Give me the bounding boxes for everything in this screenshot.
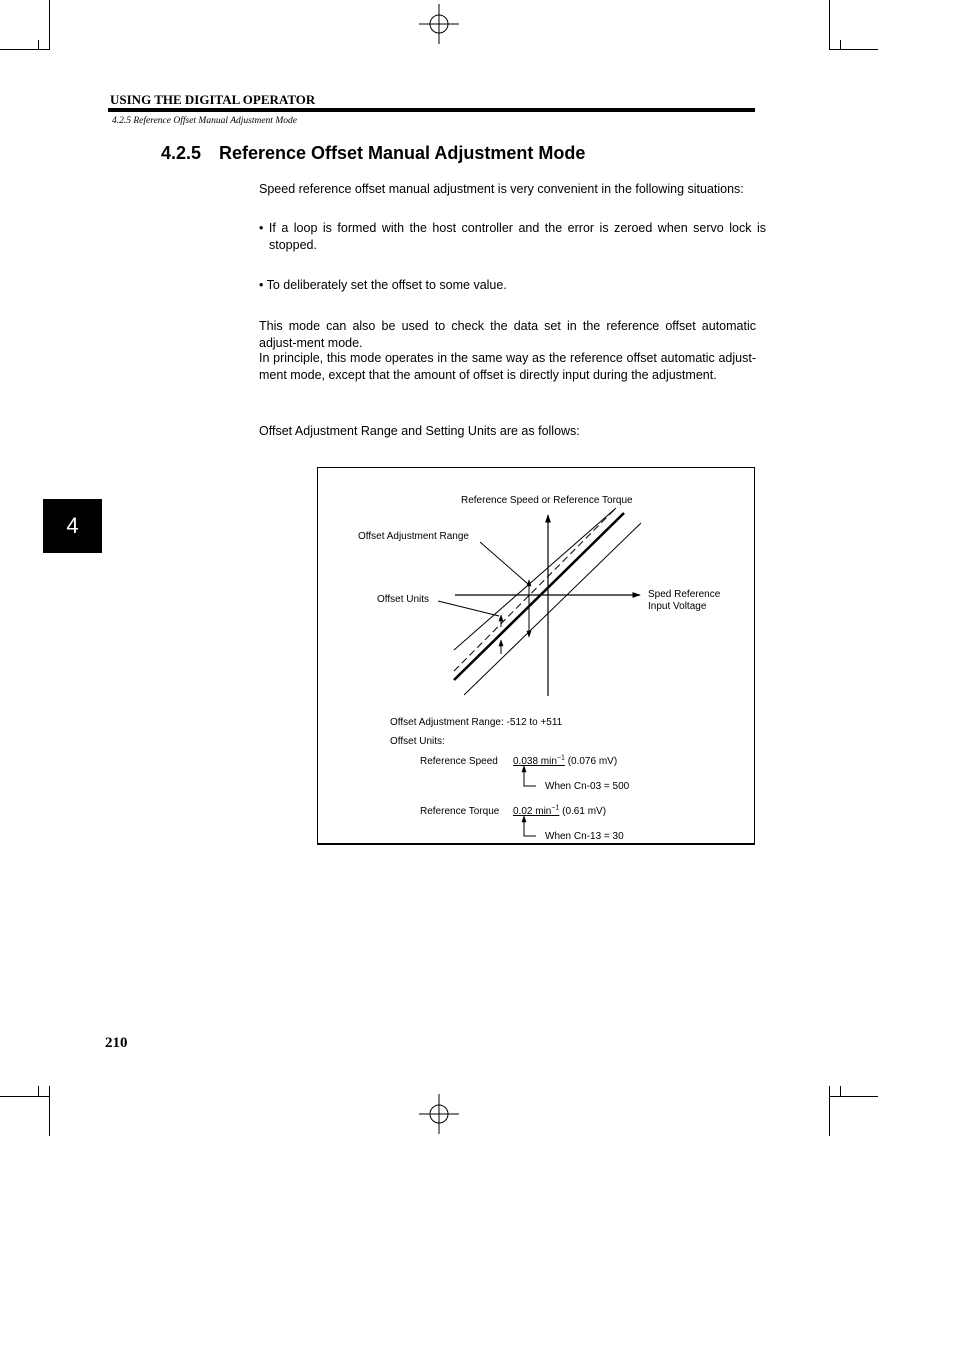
units-leader (438, 601, 499, 616)
crop-mark (0, 49, 50, 50)
speed-condition: When Cn-03 = 500 (545, 781, 630, 792)
body-paragraph: This mode can also be used to check the data set in the reference offset automatic adjust-ment mode. (259, 319, 756, 350)
crop-mark (38, 40, 39, 50)
figure-intro: Offset Adjustment Range and Setting Units are as follows: (259, 424, 580, 438)
offset-figure (317, 467, 755, 845)
crop-mark (829, 1096, 878, 1097)
torque-value (513, 806, 559, 817)
speed-exponent: −1 (556, 754, 565, 762)
bullet-item: • To deliberately set the offset to some value. (259, 278, 507, 292)
speed-value-text: 0.038 min (513, 756, 557, 767)
lower-limit-line (464, 523, 641, 695)
range-label: Offset Adjustment Range (358, 531, 469, 542)
range-leader (480, 542, 528, 584)
offset-diagram (318, 468, 754, 843)
units-heading: Offset Units: (390, 736, 445, 747)
bullet-item: • If a loop is formed with the host controller and the error is zeroed when servo lock is stopped. (259, 221, 766, 252)
range-text: Offset Adjustment Range: -512 to +511 (390, 717, 563, 728)
upper-limit-line (454, 508, 616, 650)
torque-value-text: 0.02 min (513, 806, 552, 817)
running-head: USING THE DIGITAL OPERATOR (110, 92, 316, 107)
page-number: 210 (105, 1035, 128, 1051)
speed-note-leader (524, 784, 536, 786)
crop-mark (38, 1086, 39, 1096)
body-paragraph: In principle, this mode operates in the same way as the reference offset automatic adjust-ment mode, except that the amount of offset is directly input during the adjustment. (259, 351, 756, 382)
crop-mark (840, 1086, 841, 1096)
torque-condition: When Cn-13 = 30 (545, 831, 624, 842)
intro-paragraph: Speed reference offset manual adjustment is very convenient in the following situations: (259, 182, 744, 196)
torque-mv: (0.61 mV) (562, 806, 607, 817)
speed-value-line (513, 756, 617, 768)
speed-label: Reference Speed (420, 756, 498, 767)
x-axis-label (648, 589, 720, 613)
crop-mark (829, 0, 830, 50)
y-axis-label: Reference Speed or Reference Torque (461, 495, 633, 506)
offset-dashed-line (454, 508, 616, 671)
torque-exponent: −1 (551, 804, 560, 812)
section-title-text: Reference Offset Manual Adjustment Mode (219, 143, 586, 163)
torque-note-leader (524, 834, 536, 836)
x-axis-label-line: Input Voltage (648, 601, 707, 612)
crop-mark (0, 1096, 50, 1097)
header-rule (108, 108, 755, 112)
torque-label: Reference Torque (420, 806, 500, 817)
speed-value (513, 756, 565, 767)
units-label: Offset Units (377, 594, 430, 605)
section-title (161, 143, 585, 164)
registration-mark-top (419, 4, 459, 44)
registration-mark-bottom (419, 1094, 459, 1134)
section-number: 4.2.5 (161, 143, 202, 163)
speed-mv: (0.076 mV) (567, 756, 618, 767)
torque-value-line (513, 806, 606, 818)
crop-mark (829, 1086, 830, 1136)
crop-mark (49, 0, 50, 50)
chapter-tab: 4 (43, 499, 102, 553)
reference-line (454, 513, 624, 680)
crop-mark (840, 40, 841, 50)
crop-mark (49, 1086, 50, 1136)
sub-head: 4.2.5 Reference Offset Manual Adjustment Mode (112, 116, 297, 126)
crop-mark (829, 49, 878, 50)
x-axis-label-line: Sped Reference (648, 589, 721, 600)
